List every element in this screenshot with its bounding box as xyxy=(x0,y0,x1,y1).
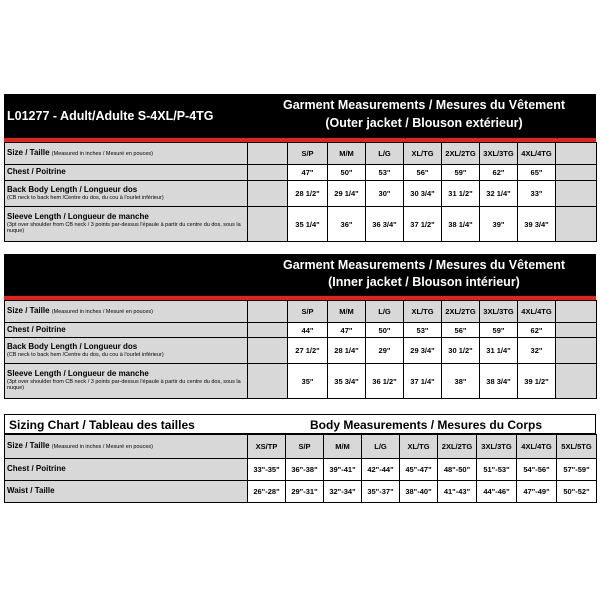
value-cell: 35" xyxy=(288,364,328,399)
size-cell: 2XL/2TG xyxy=(442,143,480,165)
value-cell: 48"-50" xyxy=(438,459,477,481)
value-cell: 62" xyxy=(518,323,556,338)
value-cell: 29"-31" xyxy=(286,481,324,503)
table-row xyxy=(5,323,597,338)
row-label: Chest / Poitrine xyxy=(5,459,248,481)
sizing-chart-title: Sizing Chart / Tableau des tailles xyxy=(9,418,195,432)
size-cell: 2XL/2TG xyxy=(438,435,477,459)
value-cell: 33" xyxy=(518,181,556,207)
blank-cell xyxy=(556,181,597,207)
value-cell: 38 1/4" xyxy=(442,207,480,242)
size-cell: L/G xyxy=(362,435,400,459)
row-label: Back Body Length / Longueur dos (CB neck to back hem /Centre du dos, du cou à l'ourlet inférieur) xyxy=(5,338,248,364)
value-cell: 38"-40" xyxy=(400,481,438,503)
blank-cell xyxy=(248,323,288,338)
table-row xyxy=(5,364,597,399)
size-cell: 4XL/4TG xyxy=(518,143,556,165)
value-cell: 36"-38" xyxy=(286,459,324,481)
value-cell: 50"-52" xyxy=(557,481,597,503)
size-header-row xyxy=(5,143,597,165)
size-cell: 4XL/4TG xyxy=(517,435,557,459)
blank-cell xyxy=(248,181,288,207)
value-cell: 39"-41" xyxy=(324,459,362,481)
value-cell: 35"-37" xyxy=(362,481,400,503)
size-label-cell: Size / Taille (Measured in inches / Mesuré en pouces) xyxy=(5,143,248,165)
size-cell: 3XL/3TG xyxy=(480,143,518,165)
value-cell: 51"-53" xyxy=(477,459,517,481)
row-label: Sleeve Length / Longueur de manche (3pt over shoulder from CB neck / 3 points par-dessus l'épaule à partir du centre du dos, sous la nuque) xyxy=(5,207,248,242)
size-label-cell: Size / Taille (Measured in inches / Mesuré en pouces) xyxy=(5,435,248,459)
outer-measurement-table xyxy=(4,142,597,242)
value-cell: 44"-46" xyxy=(477,481,517,503)
value-cell: 53" xyxy=(366,165,404,181)
value-cell: 36 1/2" xyxy=(366,364,404,399)
blank-cell xyxy=(556,165,597,181)
size-cell: 5XL/5TG xyxy=(557,435,597,459)
value-cell: 33"-35" xyxy=(248,459,286,481)
size-cell: S/P xyxy=(288,143,328,165)
value-cell: 39" xyxy=(480,207,518,242)
blank-cell xyxy=(248,338,288,364)
size-cell: 3XL/3TG xyxy=(480,301,518,323)
size-cell: L/G xyxy=(366,143,404,165)
blank-cell xyxy=(556,338,597,364)
value-cell: 30" xyxy=(366,181,404,207)
size-header-row xyxy=(5,435,597,459)
row-label: Back Body Length / Longueur dos (CB neck to back hem /Centre du dos, du cou à l'ourlet inférieur) xyxy=(5,181,248,207)
value-cell: 29" xyxy=(366,338,404,364)
size-cell: M/M xyxy=(328,301,366,323)
blank-cell xyxy=(248,301,288,323)
size-cell: XL/TG xyxy=(404,143,442,165)
size-cell: 3XL/3TG xyxy=(477,435,517,459)
value-cell: 42"-44" xyxy=(362,459,400,481)
outer-jacket-section xyxy=(4,94,596,242)
row-label: Sleeve Length / Longueur de manche (3pt over shoulder from CB neck / 3 points par-dessus l'épaule à partir du centre du dos, sous la nuque) xyxy=(5,364,248,399)
table-row xyxy=(5,207,597,242)
size-cell: XL/TG xyxy=(404,301,442,323)
value-cell: 44" xyxy=(288,323,328,338)
row-label: Waist / Taille xyxy=(5,481,248,503)
value-cell: 56" xyxy=(442,323,480,338)
value-cell: 27 1/2" xyxy=(288,338,328,364)
inner-title-line1: Garment Measurements / Mesures du Vêtement xyxy=(282,258,566,272)
inner-jacket-header xyxy=(4,254,596,296)
value-cell: 30 1/2" xyxy=(442,338,480,364)
table-row xyxy=(5,459,597,481)
table-row xyxy=(5,481,597,503)
value-cell: 53" xyxy=(404,323,442,338)
blank-cell xyxy=(556,207,597,242)
body-measurement-table xyxy=(4,434,597,503)
size-cell: 2XL/2TG xyxy=(442,301,480,323)
value-cell: 38" xyxy=(442,364,480,399)
value-cell: 32" xyxy=(518,338,556,364)
value-cell: 50" xyxy=(328,165,366,181)
blank-cell xyxy=(556,143,597,165)
table-row xyxy=(5,181,597,207)
table-row xyxy=(5,165,597,181)
size-cell: M/M xyxy=(324,435,362,459)
size-cell: S/P xyxy=(288,301,328,323)
outer-title-line1: Garment Measurements / Mesures du Vêtement xyxy=(282,98,566,112)
size-cell: XS/TP xyxy=(248,435,286,459)
value-cell: 36" xyxy=(328,207,366,242)
table-row xyxy=(5,338,597,364)
value-cell: 38 3/4" xyxy=(480,364,518,399)
value-cell: 37 1/2" xyxy=(404,207,442,242)
size-label-cell: Size / Taille (Measured in inches / Mesuré en pouces) xyxy=(5,301,248,323)
value-cell: 31 1/4" xyxy=(480,338,518,364)
value-cell: 31 1/2" xyxy=(442,181,480,207)
value-cell: 30 3/4" xyxy=(404,181,442,207)
blank-cell xyxy=(556,323,597,338)
blank-cell xyxy=(248,165,288,181)
size-cell: 4XL/4TG xyxy=(518,301,556,323)
body-sizing-section xyxy=(4,414,596,503)
value-cell: 36 3/4" xyxy=(366,207,404,242)
value-cell: 54"-56" xyxy=(517,459,557,481)
size-header-row xyxy=(5,301,597,323)
size-cell: M/M xyxy=(328,143,366,165)
inner-title-line2: (Inner jacket / Blouson intérieur) xyxy=(328,275,520,289)
value-cell: 35 3/4" xyxy=(328,364,366,399)
size-cell: L/G xyxy=(366,301,404,323)
value-cell: 47" xyxy=(288,165,328,181)
value-cell: 59" xyxy=(480,323,518,338)
value-cell: 39 3/4" xyxy=(518,207,556,242)
inner-measurement-table xyxy=(4,300,597,399)
size-cell: S/P xyxy=(286,435,324,459)
value-cell: 32 1/4" xyxy=(480,181,518,207)
outer-jacket-header xyxy=(4,94,596,138)
value-cell: 39 1/2" xyxy=(518,364,556,399)
value-cell: 56" xyxy=(404,165,442,181)
row-label: Chest / Poitrine xyxy=(5,165,248,181)
blank-cell xyxy=(248,207,288,242)
body-measurements-title: Body Measurements / Mesures du Corps xyxy=(310,418,543,432)
value-cell: 65" xyxy=(518,165,556,181)
outer-title-line2: (Outer jacket / Blouson extérieur) xyxy=(325,116,523,130)
value-cell: 45"-47" xyxy=(400,459,438,481)
size-cell: XL/TG xyxy=(400,435,438,459)
product-code: L01277 - Adult/Adulte S-4XL/P-4TG xyxy=(7,109,214,123)
blank-cell xyxy=(248,364,288,399)
value-cell: 35 1/4" xyxy=(288,207,328,242)
value-cell: 57"-59" xyxy=(557,459,597,481)
value-cell: 37 1/4" xyxy=(404,364,442,399)
value-cell: 32"-34" xyxy=(324,481,362,503)
value-cell: 62" xyxy=(480,165,518,181)
value-cell: 28 1/4" xyxy=(328,338,366,364)
blank-cell xyxy=(248,143,288,165)
value-cell: 29 3/4" xyxy=(404,338,442,364)
value-cell: 29 1/4" xyxy=(328,181,366,207)
value-cell: 47"-49" xyxy=(517,481,557,503)
row-label: Chest / Poitrine xyxy=(5,323,248,338)
value-cell: 50" xyxy=(366,323,404,338)
sizing-chart-header xyxy=(4,414,596,434)
value-cell: 28 1/2" xyxy=(288,181,328,207)
value-cell: 47" xyxy=(328,323,366,338)
value-cell: 41"-43" xyxy=(438,481,477,503)
blank-cell xyxy=(556,301,597,323)
blank-cell xyxy=(556,364,597,399)
inner-jacket-section xyxy=(4,254,596,399)
value-cell: 26"-28" xyxy=(248,481,286,503)
value-cell: 59" xyxy=(442,165,480,181)
